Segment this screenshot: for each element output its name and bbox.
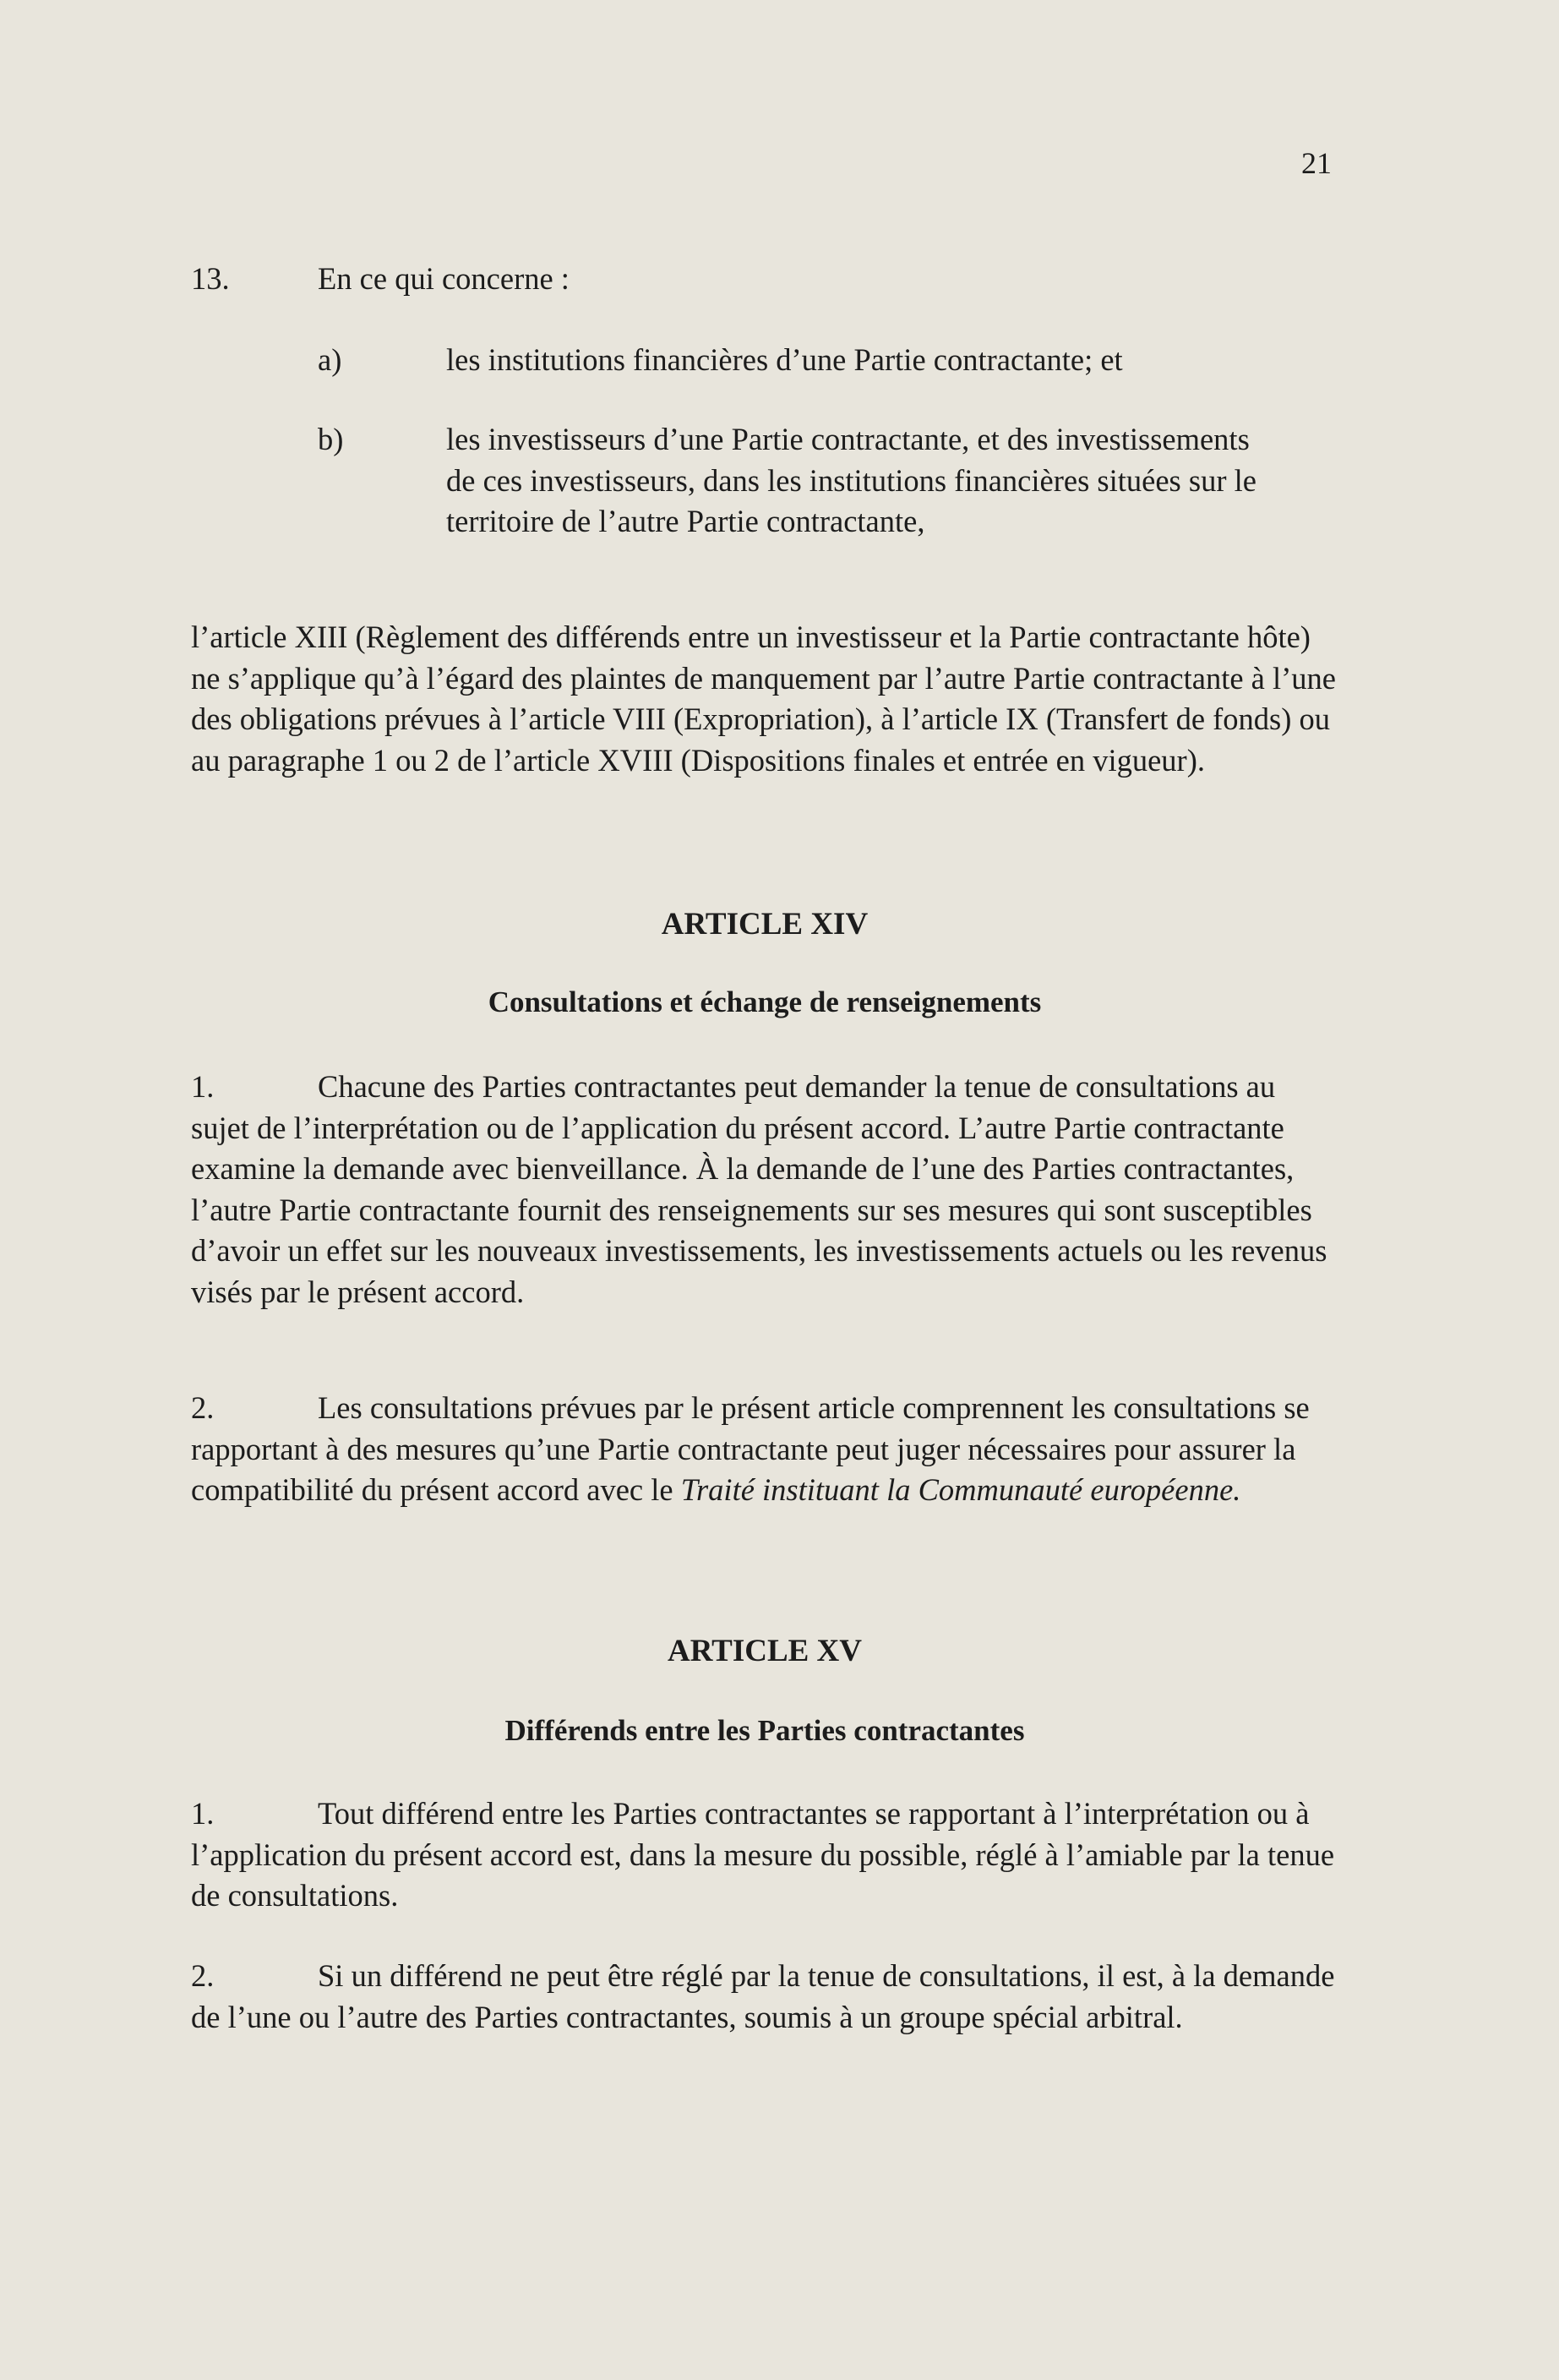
list-item-a (0, 340, 1559, 382)
list-item-label: a) (318, 342, 342, 377)
treaty-title: Traité instituant la Communauté européenne (680, 1472, 1234, 1507)
paragraph-text: En ce qui concerne : (318, 261, 570, 296)
paragraph-number: 2. (191, 1958, 215, 1993)
article-15-paragraph-2 (191, 1956, 1340, 2038)
list-item-text: les investisseurs d’une Partie contractante, et des investissements de ces investisseurs, dans les institutions financières situées sur le territoire de l’autre Partie contractante, (446, 422, 1256, 538)
article-15-subtitle: Différends entre les Parties contractantes (504, 1714, 1025, 1747)
paragraph-text: Chacune des Parties contractantes peut demander la tenue de consultations au sujet de l’interprétation ou de l’application du présent accord. L’autre Partie contractante examine la demande avec bienveillance. À la demande de l’une des Parties contractantes, l’autre Partie contractante fournit des renseignements sur ses mesures qui sont susceptibles d’avoir un effet sur les nouveaux investissements, les investissements actuels ou les revenus visés par le présent accord. (191, 1069, 1327, 1309)
article-14-subtitle: Consultations et échange de renseignements (488, 985, 1042, 1018)
paragraph-number: 1. (191, 1069, 215, 1104)
article-14-paragraph-1 (191, 1067, 1340, 1313)
paragraph-number: 1. (191, 1796, 215, 1831)
paragraph-text: Les consultations prévues par le présent article comprennent les consultations se rapportant à des mesures qu’une Partie contractante peut juger nécessaires pour assurer la compatibilité du présent accord avec le (191, 1390, 1310, 1507)
paragraph-13-intro (191, 259, 1340, 300)
list-item-label: b) (318, 422, 344, 456)
paragraph-text: Si un différend ne peut être réglé par la tenue de consultations, il est, à la demande de l’une ou l’autre des Parties contractantes, soumis à un groupe spécial arbitral. (191, 1958, 1335, 2034)
paragraph-end: . (1233, 1472, 1241, 1507)
article-15-title: ARTICLE XV (668, 1634, 862, 1668)
paragraph-13-closing: l’article XIII (Règlement des différends entre un investisseur et la Partie contractante hôte) ne s’applique qu’à l’égard des plaintes de manquement par l’autre Partie contractante à l’une des obligations prévues à l’article VIII (Expropriation), à l’article IX (Transfert de fonds) ou au paragraphe 1 ou 2 de l’article XVIII (Dispositions finales et entrée en vigueur). (191, 620, 1336, 778)
paragraph-number: 13. (191, 261, 230, 296)
paragraph-text: Tout différend entre les Parties contractantes se rapportant à l’interprétation ou à l’application du présent accord est, dans la mesure du possible, réglé à l’amiable par la tenue de consultations. (191, 1796, 1335, 1913)
article-14-title: ARTICLE XIV (661, 907, 869, 942)
list-item-b (0, 419, 1559, 588)
paragraph-number: 2. (191, 1390, 215, 1425)
article-14-paragraph-2 (191, 1388, 1340, 1511)
page-number: 21 (1301, 146, 1332, 180)
list-item-text: les institutions financières d’une Partie contractante; et (446, 342, 1123, 377)
article-15-paragraph-1 (191, 1793, 1340, 1917)
